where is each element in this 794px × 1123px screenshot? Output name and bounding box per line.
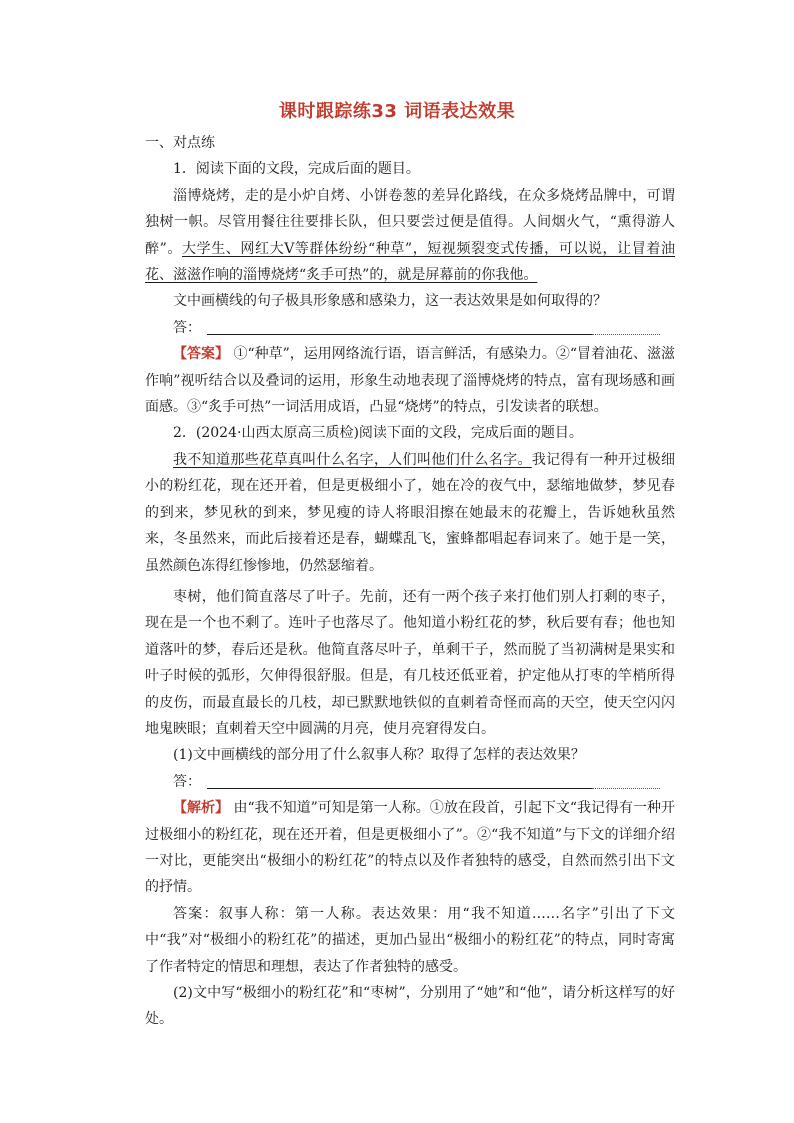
question-2-stem: 2．(2024·山西太原高三质检)阅读下面的文段，完成后面的题目。	[173, 425, 583, 442]
answer-text: 答案：叙事人称：第一人称。表达效果：用“我不知道……名字”引出了下文中“我”对“极细小的粉红花”的描述，更加凸显出“极细小的粉红花”的特点，同时寄寓了作者特定的情思和理想，表达了作者独特的感受。	[145, 905, 675, 975]
question-1-prompt: 文中画横线的句子极具形象感和感染力，这一表达效果是如何取得的？	[173, 293, 607, 310]
answer-tag: 【答案】	[173, 346, 230, 363]
analysis-tag: 【解析】	[173, 800, 230, 817]
question-2-sub-2: (2)文中写“极细小的粉红花”和“枣树”，分别用了“她”和“他”，请分析这样写的好处。	[145, 985, 675, 1028]
question-2-passage-1	[145, 447, 675, 579]
underlined-sentence: 大学生、网红大V等群体纷纷“种草”，短视频裂变式传播，可以说，让冒着油花、滋滋作响的淄博烧烤“炙手可热”的，就是屏幕前的你我他。	[145, 240, 675, 284]
answer-label: 答：	[173, 773, 201, 790]
section-heading: 一、对点练	[145, 135, 215, 151]
answer-blank[interactable]	[207, 775, 592, 789]
answer-blank[interactable]	[207, 321, 592, 335]
answer-line[interactable]	[145, 769, 675, 795]
document-body	[145, 130, 675, 1033]
answer-blank-dotted	[592, 321, 660, 335]
passage-text: 淄博烧烤，走的是小炉自烤、小饼卷葱的差异化路线，在众多烧烤品牌中，可谓独树一帜。尽管用餐往往要排长队，但只要尝过便是值得。人间烟火气，“熏得游人醉”。	[145, 187, 675, 257]
question-1-passage	[145, 183, 675, 289]
answer-label: 答：	[173, 319, 201, 336]
question-2-sub-1: (1)文中画横线的部分用了什么叙事人称？取得了怎样的表达效果？	[173, 747, 585, 764]
page-title: 课时跟踪练33 词语表达效果	[278, 101, 516, 122]
answer-key	[145, 341, 675, 420]
passage-text: 我记得有一种开过极细小的粉红花，现在还开着，但是更极细小了，她在冷的夜气中，瑟缩地做梦，梦见春的到来，梦见秋的到来，梦见瘦的诗人将眼泪擦在她最末的花瓣上，告诉她秋虽然来，冬虽然来，而此后接着还是春，蝴蝶乱飞，蜜蜂都唱起春词来了。她于是一笑，虽然颜色冻得红惨惨地，仍然瑟缩着。	[145, 451, 676, 574]
question-2-passage-2: 枣树，他们简直落尽了叶子。先前，还有一两个孩子来打他们别人打剩的枣子，现在是一个也不剩了。连叶子也落尽了。他知道小粉红花的梦，秋后要有春；他也知道落叶的梦，春后还是秋。他简直落尽叶子，单剩干子，然而脱了当初满树是果实和叶子时候的弧形，欠伸得很舒服。但是，有几枝还低亚着，护定他从打枣的竿梢所得的皮伤，而最直最长的几枝，却已默默地铁似的直刺着奇怪而高的天空，使天空闪闪地鬼䀹眼；直刺着天空中圆满的月亮，使月亮窘得发白。	[145, 588, 675, 737]
question-1-stem: 1．阅读下面的文段，完成后面的题目。	[173, 161, 420, 178]
underlined-sentence: 我不知道那些花草真叫什么名字，人们叫他们什么名字。	[173, 451, 532, 468]
analysis-text: 由“我不知道”可知是第一人称。①放在段首，引起下文“我记得有一种开过极细小的粉红花，现在还开着，但是更极细小了”。②“我不知道”与下文的详细介绍一对比，更能突出“极细小的粉红花”的特点以及作者独特的感受，自然而然引出下文的抒情。	[145, 800, 676, 896]
answer-key-text: ①“种草”，运用网络流行语，语言鲜活，有感染力。②“冒着油花、滋滋作响”视听结合以及叠词的运用，形象生动地表现了淄博烧烤的特点，富有现场感和画面感。③“炙手可热”一词活用成语，凸显“烧烤”的特点，引发读者的联想。	[145, 346, 676, 416]
analysis	[145, 795, 675, 901]
answer-line[interactable]	[145, 315, 675, 341]
answer-blank-dotted	[592, 775, 660, 789]
